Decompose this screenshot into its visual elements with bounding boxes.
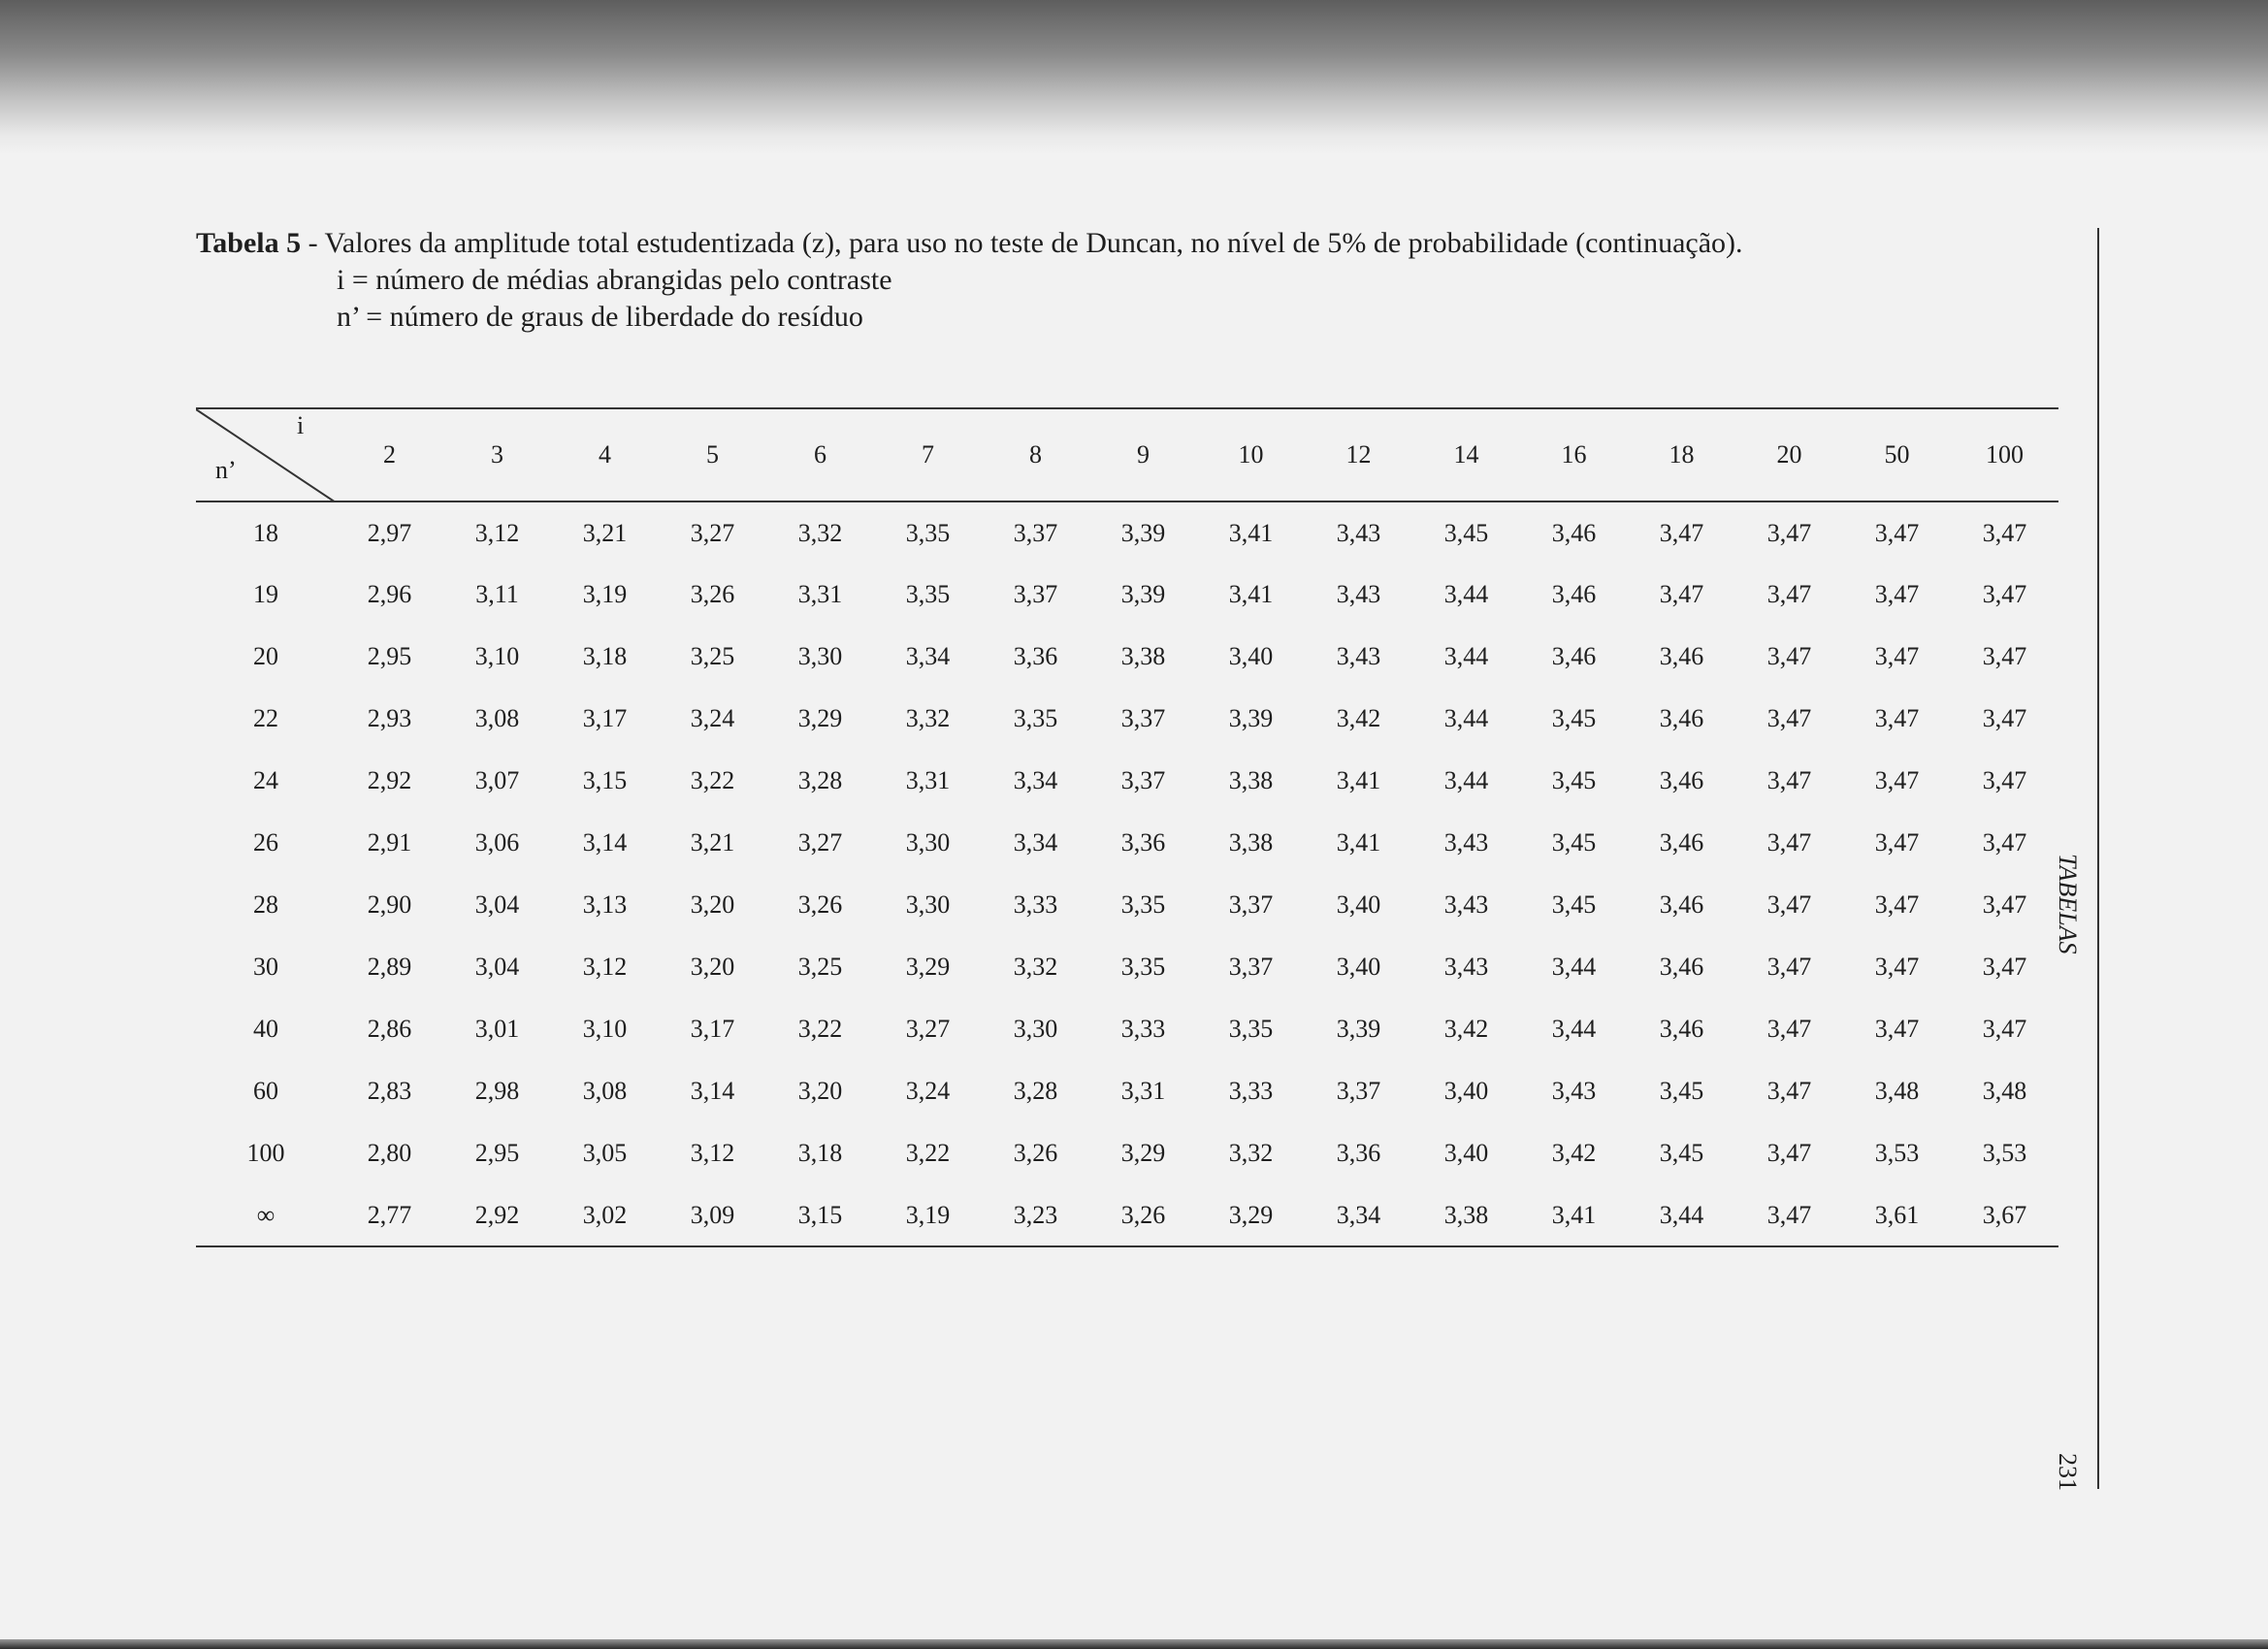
table-row [196,688,2058,750]
table-cell: 3,31 [797,580,843,608]
side-rule [2097,228,2099,1489]
table-cell: 3,40 [1443,1139,1489,1167]
table-cell: 3,43 [1336,580,1381,608]
table-cell: 3,02 [551,1184,659,1246]
table-cell: 3,47 [1982,1015,2027,1043]
table-cell: 2,97 [367,518,412,547]
table-cell: 2,80 [367,1139,412,1167]
table-cell: 3,27 [905,1015,951,1043]
table-caption [196,225,1743,336]
table-cell: 3,47 [1874,704,1920,732]
table-cell: 3,47 [1982,828,2027,857]
section-running-head: TABELAS [2054,854,2082,954]
table-row [196,1184,2058,1246]
table-cell: 3,47 [1874,580,1920,608]
table-cell: 3,47 [1874,766,1920,794]
table-cell: 2,98 [474,1077,520,1105]
table-header-row [196,408,2058,501]
table-cell: 3,12 [474,518,520,547]
table-cell: 3,34 [1305,1184,1412,1246]
column-header-i: 100 [1951,408,2058,501]
table-cell: 3,61 [1843,1184,1951,1246]
table-cell: 3,43 [1443,890,1489,919]
table-cell: 3,10 [582,1015,628,1043]
row-header-n: 60 [253,1077,278,1105]
row-header-n: 30 [253,953,278,981]
table-row [196,936,2058,998]
caption-definition-n: n’ = número de graus de liberdade do resíduo [337,301,863,333]
table-cell: 3,46 [1659,953,1704,981]
table-cell: 3,40 [1336,890,1381,919]
table-cell: 3,17 [690,1015,735,1043]
table-cell: 3,53 [1982,1139,2027,1167]
table-cell: 3,20 [690,890,735,919]
table-cell: 3,47 [1982,890,2027,919]
table-cell: 3,38 [1228,766,1274,794]
table-cell: 2,86 [367,1015,412,1043]
row-header-n: 28 [253,890,278,919]
table-cell: 3,43 [1551,1077,1597,1105]
table-cell: 3,29 [1120,1139,1166,1167]
table-cell: 3,07 [474,766,520,794]
table-cell: 3,30 [905,890,951,919]
table-body [196,501,2058,1246]
column-header-i: 9 [1089,408,1197,501]
table-cell: 3,32 [1228,1139,1274,1167]
table-cell: 2,95 [474,1139,520,1167]
table-cell: 3,30 [1013,1015,1058,1043]
table-cell: 3,21 [690,828,735,857]
table-cell: 3,42 [1336,704,1381,732]
column-header-i: 12 [1305,408,1412,501]
table-cell: 3,37 [1228,890,1274,919]
duncan-table [196,407,2058,1247]
table-cell: 3,40 [1228,642,1274,670]
table-cell: 3,46 [1551,642,1597,670]
table-row [196,626,2058,688]
table-cell: 3,10 [474,642,520,670]
table-cell: 3,47 [1766,1139,1812,1167]
table-cell: 3,22 [797,1015,843,1043]
table-cell: 3,44 [1443,704,1489,732]
table-cell: 3,46 [1551,518,1597,547]
corner-header-cell [196,408,336,501]
table-cell: 3,47 [1766,580,1812,608]
table-row [196,501,2058,564]
row-header-n: 26 [253,828,278,857]
table-row [196,874,2058,936]
table-cell: 3,18 [797,1139,843,1167]
table-cell: 3,32 [797,518,843,547]
corner-label-n: n’ [215,456,237,484]
table-cell: 3,46 [1659,828,1704,857]
page-shadow [0,0,2268,155]
table-cell: 3,39 [1336,1015,1381,1043]
table-cell: 3,17 [582,704,628,732]
table-cell: 3,22 [690,766,735,794]
table-row [196,564,2058,626]
caption-lead: Tabela 5 [196,227,302,259]
table-cell: 3,32 [1013,953,1058,981]
table-cell: 3,01 [474,1015,520,1043]
table-cell: 3,47 [1874,828,1920,857]
table-cell: 3,47 [1982,518,2027,547]
table-cell: 3,08 [582,1077,628,1105]
table-cell: 3,15 [766,1184,874,1246]
table-cell: 3,40 [1336,953,1381,981]
table-cell: 3,43 [1336,518,1381,547]
table-cell: 3,29 [905,953,951,981]
row-header-n: ∞ [196,1184,336,1246]
table-cell: 3,19 [874,1184,982,1246]
table-cell: 3,37 [1336,1077,1381,1105]
table-cell: 3,41 [1336,828,1381,857]
table-cell: 3,47 [1982,766,2027,794]
row-header-n: 20 [253,642,278,670]
table-cell: 3,47 [1766,828,1812,857]
table-cell: 3,14 [690,1077,735,1105]
table-cell: 3,33 [1120,1015,1166,1043]
table-cell: 3,33 [1013,890,1058,919]
table-cell: 3,47 [1982,953,2027,981]
table-cell: 3,47 [1766,518,1812,547]
table-cell: 3,26 [1013,1139,1058,1167]
caption-definition-i: i = número de médias abrangidas pelo contraste [337,264,892,296]
table-cell: 3,12 [690,1139,735,1167]
table-cell: 3,24 [905,1077,951,1105]
table-cell: 3,47 [1766,766,1812,794]
row-header-n: 22 [253,704,278,732]
row-header-n: 18 [253,518,278,547]
page-bottom-edge [0,1639,2268,1649]
table-cell: 3,35 [905,580,951,608]
table-cell: 3,47 [1982,642,2027,670]
table-cell: 3,47 [1982,580,2027,608]
table-cell: 3,22 [905,1139,951,1167]
table-row [196,1060,2058,1122]
table-cell: 3,26 [690,580,735,608]
table-cell: 3,31 [905,766,951,794]
table-cell: 2,96 [367,580,412,608]
row-header-n: 24 [253,766,278,794]
table-cell: 3,23 [982,1184,1089,1246]
table-cell: 3,12 [582,953,628,981]
column-header-i: 18 [1628,408,1735,501]
page-number: 231 [2054,1453,2082,1491]
table-cell: 3,45 [1551,828,1597,857]
column-header-i: 7 [874,408,982,501]
table-cell: 3,11 [475,580,519,608]
table-cell: 3,47 [1659,580,1704,608]
table-cell: 3,39 [1228,704,1274,732]
table-cell: 2,77 [336,1184,443,1246]
table-cell: 3,05 [582,1139,628,1167]
table-cell: 3,34 [905,642,951,670]
table-cell: 2,89 [367,953,412,981]
table-cell: 2,92 [443,1184,551,1246]
table-row [196,1122,2058,1184]
table-cell: 3,28 [1013,1077,1058,1105]
table-cell: 3,36 [1120,828,1166,857]
table-cell: 3,37 [1013,580,1058,608]
table-cell: 3,47 [1874,890,1920,919]
row-header-n: 19 [253,580,278,608]
table-cell: 3,37 [1120,766,1166,794]
table-cell: 3,45 [1551,890,1597,919]
table-cell: 3,33 [1228,1077,1274,1105]
table-cell: 3,20 [690,953,735,981]
caption-title: - Valores da amplitude total estudentizada (z), para uso no teste de Duncan, no nível de 5% de probabilidade (continuação). [301,227,1743,259]
table-cell: 3,43 [1336,642,1381,670]
table-cell: 3,19 [582,580,628,608]
table-cell: 3,30 [905,828,951,857]
column-header-i: 50 [1843,408,1951,501]
table-cell: 3,27 [690,518,735,547]
column-header-i: 14 [1412,408,1520,501]
table-row [196,750,2058,812]
table-cell: 3,15 [582,766,628,794]
table-cell: 2,91 [367,828,412,857]
column-header-i: 4 [551,408,659,501]
table-cell: 3,45 [1659,1077,1704,1105]
table-cell: 3,38 [1412,1184,1520,1246]
table-cell: 3,47 [1766,953,1812,981]
table-cell: 3,47 [1874,642,1920,670]
table-cell: 3,35 [1120,953,1166,981]
table-cell: 3,45 [1659,1139,1704,1167]
table-cell: 3,47 [1659,518,1704,547]
table-row [196,998,2058,1060]
table-cell: 3,42 [1443,1015,1489,1043]
table-cell: 3,36 [1013,642,1058,670]
table-cell: 3,06 [474,828,520,857]
table-cell: 2,83 [367,1077,412,1105]
table-cell: 3,34 [1013,766,1058,794]
table-cell: 3,38 [1228,828,1274,857]
table-cell: 3,25 [690,642,735,670]
table-cell: 3,47 [1766,642,1812,670]
table-cell: 3,44 [1551,1015,1597,1043]
table-cell: 3,29 [797,704,843,732]
table-cell: 3,26 [797,890,843,919]
table-cell: 2,93 [367,704,412,732]
table-cell: 3,48 [1874,1077,1920,1105]
table-cell: 3,37 [1013,518,1058,547]
table-cell: 3,29 [1197,1184,1305,1246]
table-cell: 3,44 [1628,1184,1735,1246]
table-cell: 3,13 [582,890,628,919]
table-cell: 3,46 [1659,766,1704,794]
table-cell: 3,46 [1551,580,1597,608]
table-cell: 3,34 [1013,828,1058,857]
table-cell: 2,92 [367,766,412,794]
table-cell: 2,95 [367,642,412,670]
row-header-n: 100 [246,1139,285,1167]
table-cell: 3,04 [474,890,520,919]
table-cell: 3,14 [582,828,628,857]
table-cell: 3,46 [1659,704,1704,732]
table-cell: 3,45 [1443,518,1489,547]
table-cell: 3,28 [797,766,843,794]
table-cell: 3,45 [1551,766,1597,794]
table-cell: 3,35 [905,518,951,547]
table-cell: 3,41 [1228,518,1274,547]
table-cell: 3,43 [1443,953,1489,981]
table-cell: 3,46 [1659,642,1704,670]
table-cell: 3,44 [1443,766,1489,794]
table-cell: 3,41 [1336,766,1381,794]
table-cell: 3,67 [1951,1184,2058,1246]
table-cell: 3,35 [1120,890,1166,919]
table-cell: 3,39 [1120,518,1166,547]
table-cell: 3,46 [1659,890,1704,919]
column-header-i: 16 [1520,408,1628,501]
column-header-i: 2 [336,408,443,501]
duncan-table-wrapper [196,407,2058,1247]
column-header-i: 8 [982,408,1089,501]
table-cell: 3,47 [1735,1184,1843,1246]
table-cell: 2,90 [367,890,412,919]
table-cell: 3,44 [1551,953,1597,981]
table-cell: 3,53 [1874,1139,1920,1167]
table-cell: 3,41 [1520,1184,1628,1246]
table-cell: 3,04 [474,953,520,981]
table-cell: 3,38 [1120,642,1166,670]
table-cell: 3,48 [1982,1077,2027,1105]
table-cell: 3,27 [797,828,843,857]
row-header-n: 40 [253,1015,278,1043]
table-cell: 3,32 [905,704,951,732]
table-cell: 3,47 [1766,704,1812,732]
corner-label-i: i [297,411,305,439]
table-cell: 3,44 [1443,642,1489,670]
table-cell: 3,24 [690,704,735,732]
table-cell: 3,18 [582,642,628,670]
table-cell: 3,25 [797,953,843,981]
column-header-i: 20 [1735,408,1843,501]
table-cell: 3,26 [1089,1184,1197,1246]
table-cell: 3,42 [1551,1139,1597,1167]
table-cell: 3,30 [797,642,843,670]
table-cell: 3,20 [797,1077,843,1105]
table-cell: 3,37 [1228,953,1274,981]
table-cell: 3,47 [1766,1077,1812,1105]
table-cell: 3,47 [1874,1015,1920,1043]
table-cell: 3,08 [474,704,520,732]
table-cell: 3,36 [1336,1139,1381,1167]
table-cell: 3,21 [582,518,628,547]
table-cell: 3,41 [1228,580,1274,608]
table-cell: 3,45 [1551,704,1597,732]
table-cell: 3,47 [1766,1015,1812,1043]
table-cell: 3,43 [1443,828,1489,857]
table-cell: 3,39 [1120,580,1166,608]
column-header-i: 6 [766,408,874,501]
table-cell: 3,47 [1982,704,2027,732]
table-cell: 3,37 [1120,704,1166,732]
table-cell: 3,47 [1766,890,1812,919]
column-header-i: 3 [443,408,551,501]
table-cell: 3,46 [1659,1015,1704,1043]
table-cell: 3,35 [1228,1015,1274,1043]
column-header-i: 5 [659,408,766,501]
table-cell: 3,31 [1120,1077,1166,1105]
table-cell: 3,09 [659,1184,766,1246]
table-cell: 3,44 [1443,580,1489,608]
table-cell: 3,47 [1874,953,1920,981]
table-row [196,812,2058,874]
table-cell: 3,47 [1874,518,1920,547]
table-cell: 3,40 [1443,1077,1489,1105]
column-header-i: 10 [1197,408,1305,501]
table-cell: 3,35 [1013,704,1058,732]
